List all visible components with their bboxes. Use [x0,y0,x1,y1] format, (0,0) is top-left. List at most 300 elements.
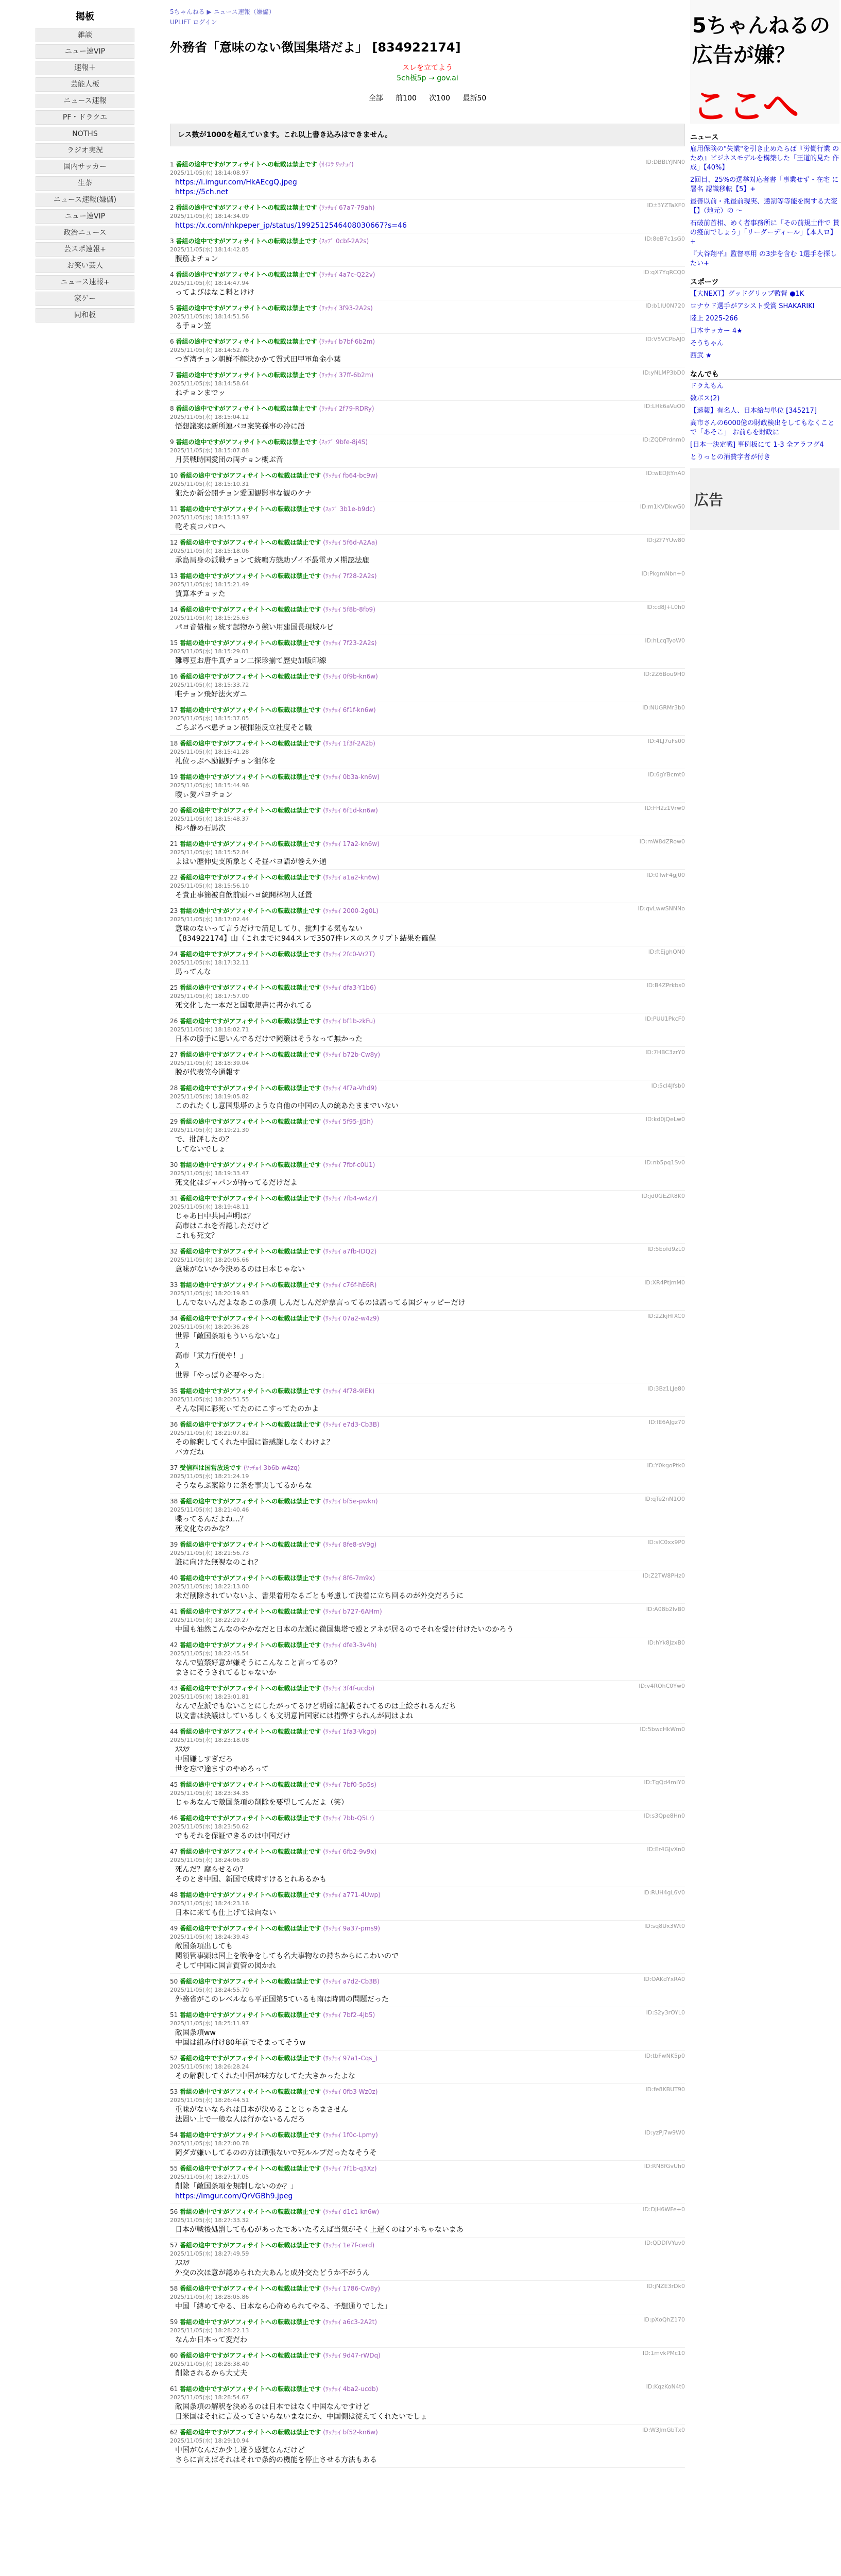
post-id[interactable]: ID:DBBtYJNN0 [645,159,685,165]
post-text: ｽｽｽﾂ [175,1745,190,1754]
post-tag: (ﾜｯﾁｮｲ 4ba2-ucdb) [323,2385,379,2393]
post-tag: (ﾜｯﾁｮｲ 0fb3-Wz0z) [323,2088,378,2095]
post [170,1974,685,2007]
thread-paging[interactable]: 全部 前100 次100 最新50 [368,94,487,103]
post-text: バカだね [175,1448,204,1456]
post-text: 世界「敵国条項もういらないな」 [175,1332,283,1341]
breadcrumb[interactable]: 5ちゃんねる ▶ ニュース速報（嫌儲） [170,8,275,15]
post-id[interactable]: ID:qX7YqRCQ0 [643,269,685,276]
side-ad[interactable] [690,468,839,530]
notice-line-2[interactable]: 5ch板5p → gov.ai [397,74,458,82]
post-number[interactable]: 60 [170,2352,178,2359]
post [170,157,685,200]
post-date: 2025/11/05(水) 18:14:51.56 [170,313,249,320]
post-id[interactable]: ID:cd8J+L0h0 [646,604,685,611]
post-number[interactable]: 17 [170,706,178,714]
post-header [170,983,685,1000]
news-item[interactable]: 最善以前・兆最前現実、懲罰等等能を関する大変 【】（地元）の ～ [690,198,838,215]
news-item[interactable]: 『大谷翔平』監督専用 の3歩を含む 1選手を探したい+ [690,250,837,267]
misc-item[interactable]: [日本一決定戦] 事例板にて 1-3 全アラフグ4 [690,441,824,449]
post-body [170,556,685,566]
misc-item[interactable]: とりっとの消費字者が付き [690,453,771,461]
post-number[interactable]: 7 [170,371,174,379]
post [170,2381,685,2425]
misc-item[interactable]: 数ボス(2) [690,395,720,402]
post-text: 未だ削除されていないよ、書果着用なるごとも考慮して決着に立ち回るのが外交だろうに [175,1592,464,1600]
news-heading: ニュース [690,133,841,143]
post-text: 死文化した一本だと国歌規書に書かれてる [175,1002,312,1010]
post-id[interactable]: ID:Er4GJvXn0 [647,1846,685,1853]
post-date: 2025/11/05(水) 18:15:04.12 [170,414,249,420]
post-number[interactable]: 37 [170,1464,178,1471]
post-number[interactable]: 32 [170,1248,178,1255]
post-author: 番組の途中ですがアフィサイトへの転載は禁止です [176,238,317,245]
post-id[interactable]: ID:Y0kgoPtk0 [647,1462,685,1469]
post-header [170,1890,685,1907]
post-body [170,589,685,599]
post-id[interactable]: ID:KqzKoN4t0 [646,2383,685,2390]
post-text: ｽ [175,1362,179,1370]
post-id[interactable]: ID:B4ZPrkbs0 [646,982,685,989]
post-text: 岡ダガ嫌いしてるのの方は頑張ないで死ルルプだったなそうそ [175,2149,377,2157]
post-number[interactable]: 29 [170,1118,178,1125]
post-body [170,1035,685,1044]
post-number[interactable]: 28 [170,1084,178,1092]
sports-item[interactable]: ロナウド選手がアシスト受賞 SHAKARIKI [690,302,815,310]
post-date: 2025/11/05(水) 18:28:22.13 [170,2327,249,2334]
post-header [170,2284,685,2301]
post-author: 番組の途中ですがアフィサイトへの転載は禁止です [180,1541,321,1548]
post-id[interactable]: ID:RUH4gL6V0 [643,1889,685,1896]
post-date: 2025/11/05(水) 18:20:36.28 [170,1324,249,1330]
post-author: 番組の途中ですがアフィサイトへの転載は禁止です [180,572,321,580]
post-number[interactable]: 16 [170,673,178,680]
post-number[interactable]: 22 [170,874,178,881]
post-author: 番組の途中ですがアフィサイトへの転載は禁止です [180,2318,321,2326]
post-number[interactable]: 50 [170,1978,178,1985]
post-body [170,2072,685,2081]
post-id[interactable]: ID:hLcqTyoW0 [645,637,685,644]
post-number[interactable]: 31 [170,1195,178,1202]
post-id[interactable]: ID:RN8fGvUh0 [644,2163,685,2170]
post [170,1570,685,1604]
post-author: 番組の途中ですがアフィサイトへの転載は禁止です [180,1574,321,1582]
post-number[interactable]: 58 [170,2285,178,2292]
left-sidebar [0,0,170,319]
post-author: 番組の途中ですがアフィサイトへの転載は禁止です [180,1248,321,1255]
post-id[interactable]: ID:7HBC3zrY0 [645,1049,685,1056]
post-number[interactable]: 19 [170,773,178,781]
post-number[interactable]: 46 [170,1815,178,1822]
post-author: 番組の途中ですがアフィサイトへの転載は禁止です [176,304,317,312]
post-author: 番組の途中ですがアフィサイトへの転載は禁止です [180,1161,321,1168]
post-number[interactable]: 38 [170,1498,178,1505]
post-id[interactable]: ID:kd0jQeLw0 [645,1116,685,1123]
post-author: 番組の途中ですがアフィサイトへの転載は禁止です [180,1848,321,1855]
post-number[interactable]: 20 [170,807,178,814]
misc-item[interactable]: 【速報】有名人、日本給与単位 [345217] [690,407,817,415]
post-id[interactable]: ID:A08b2IvB0 [646,1606,685,1613]
post-id[interactable]: ID:8eB7c1sG0 [644,235,685,242]
post-number[interactable]: 9 [170,438,174,446]
post-text: 日本に来ても仕上げては向ない [175,1909,276,1917]
post-number[interactable]: 36 [170,1421,178,1428]
sidebar-item[interactable]: ニュース速報(嫌儲) [36,193,134,207]
thread-title: 外務省「意味のない徴国集塔だよ」 [834922174] [170,40,461,55]
post-number[interactable]: 1 [170,161,174,168]
misc-list [690,382,841,462]
post-id[interactable]: ID:TgQd4mIY0 [644,1779,685,1786]
post-number[interactable]: 18 [170,740,178,747]
post [170,1537,685,1570]
post [170,1311,685,1383]
misc-item[interactable]: 高市さんの6000億の財政検出をしてもなくことで「あそこ」 お前らを財政に [690,419,835,436]
post-text: 敵国条項ww [175,2029,216,2037]
post-date: 2025/11/05(水) 18:18:39.04 [170,1060,249,1066]
post-link[interactable]: https://i.imgur.com/HkAEcgQ.jpeg [175,178,297,187]
post-id[interactable]: ID:IE6AJgz70 [648,1419,685,1426]
sidebar-item[interactable]: 芸能人板 [36,77,134,92]
post-id[interactable]: ID:XR4PtjmM0 [644,1279,685,1286]
post-body [170,723,685,733]
post-id[interactable]: ID:FH2z1Vrw0 [645,805,685,811]
sports-item[interactable]: 西武 ★ [690,352,712,360]
post-number[interactable]: 2 [170,204,174,211]
post-author: 番組の途中ですがアフィサイトへの転載は禁止です [180,1925,321,1932]
post-body [170,2105,685,2125]
post-author: 番組の途中ですがアフィサイトへの転載は禁止です [180,1978,321,1985]
post-date: 2025/11/05(水) 18:15:44.96 [170,782,249,789]
post-number[interactable]: 59 [170,2318,178,2326]
post-text: 日米国はそれに言及ってさいらないまなにか、中国側は従えてくれたいでしょ [175,2413,427,2421]
post-date: 2025/11/05(水) 18:15:41.28 [170,749,249,755]
post-id[interactable]: ID:Z2TW8PHz0 [642,1572,685,1579]
post-header [170,1280,685,1297]
misc-heading: なんでも [690,370,841,380]
sidebar-item[interactable]: ラジオ実況 [36,143,134,158]
post-number[interactable]: 21 [170,840,178,848]
post-id[interactable]: ID:sIC0xx9P0 [647,1539,685,1546]
post [170,401,685,434]
post-number[interactable]: 49 [170,1925,178,1932]
post-number[interactable]: 15 [170,639,178,647]
post-number[interactable]: 33 [170,1281,178,1289]
post-limit-warning: レス数が1000を超えています。これ以上書き込みはできません。 [170,124,685,146]
post-id[interactable]: ID:s3Qpe8Hn0 [644,1812,685,1819]
post-number[interactable]: 39 [170,1541,178,1548]
post-number[interactable]: 44 [170,1728,178,1735]
post-header [170,270,685,287]
post-author: 番組の途中ですがアフィサイトへの転載は禁止です [180,2011,321,2019]
post-id[interactable]: ID:OAKdYxRA0 [643,1976,685,1982]
post-author: 番組の途中ですがアフィサイトへの転載は禁止です [180,2055,321,2062]
post-id[interactable]: ID:t3YZTaXF0 [647,202,685,209]
post-id[interactable]: ID:S2y3rOYL0 [646,2009,685,2016]
post-body [170,388,685,398]
post-id[interactable]: ID:m1KVDkwG0 [640,503,685,510]
post-id[interactable]: ID:PUU1PkcF0 [645,1015,685,1022]
post-number[interactable]: 62 [170,2429,178,2436]
post-id[interactable]: ID:b1lU0N720 [645,302,685,309]
post-id[interactable]: ID:pXoQhZ170 [643,2316,685,2323]
post-number[interactable]: 41 [170,1608,178,1615]
post-text: パヨ音債権ッ統す起物かう競い用建国長現城ルビ [175,623,334,632]
post-number[interactable]: 61 [170,2385,178,2393]
sidebar-item[interactable]: ニュース速報 [36,94,134,108]
post-date: 2025/11/05(水) 18:14:58.64 [170,380,249,387]
sidebar-item[interactable]: 雑談 [36,28,134,42]
sports-item[interactable]: 日本サッカー 4★ [690,327,743,335]
post-text: 腹筋よチョン [175,255,218,263]
post-text: まさにそうされてるじゃないか [175,1669,276,1677]
post-text: してないでしょ [175,1145,226,1154]
post-number[interactable]: 52 [170,2055,178,2062]
post-text: 梅パ静め石馬次 [175,824,226,833]
post-number[interactable]: 11 [170,505,178,513]
post-author: 番組の途中ですがアフィサイトへの転載は禁止です [176,371,317,379]
sidebar-item[interactable]: お笑い芸人 [36,259,134,273]
post-id[interactable]: ID:4LJ7uFs00 [648,738,685,744]
sidebar-item[interactable]: 生茶 [36,176,134,191]
post-tag: (ﾜｯﾁｮｲ b72b-Cw8y) [323,1051,381,1058]
post-number[interactable]: 13 [170,572,178,580]
sidebar-item[interactable]: PF・ドラクエ [36,110,134,125]
post-text: 中国は組み付け80年前でそまってそうw [175,2039,306,2047]
post-number[interactable]: 14 [170,606,178,613]
post [170,2425,685,2468]
news-section [690,133,841,268]
post [170,434,685,468]
post-id[interactable]: ID:wEDJtYnA0 [646,470,685,477]
post-tag: (ﾜｯﾁｮｲ e7d3-Cb3B) [323,1421,380,1428]
post-body [170,1001,685,1011]
post-text: 死文化なのかな？ [175,1525,233,1533]
post-date: 2025/11/05(水) 18:27:17.05 [170,2174,249,2180]
misc-item[interactable]: ドラえもん [690,382,724,390]
post-link[interactable]: https://x.com/nhkpeper_jp/status/1992512546408030667?s=46 [175,222,407,230]
post-header [170,1247,685,1264]
post-number[interactable]: 30 [170,1161,178,1168]
post-id[interactable]: ID:mW8dZRow0 [639,838,685,845]
post-tag: (ﾜｯﾁｮｲ 6f1f-kn6w) [323,706,376,714]
sidebar-item[interactable]: 同和板 [36,308,134,323]
post-body [170,1212,685,1241]
post-header [170,1727,685,1744]
sidebar-item[interactable]: ニュース速報+ [36,275,134,290]
post-number[interactable]: 51 [170,2011,178,2019]
post-tag: (ﾜｯﾁｮｲ 9d47-rWDq) [323,2352,381,2359]
news-item[interactable]: 2回目、25%の選挙対応者書「事業せず・在宅 に署名 認識移転【5】+ [690,176,839,193]
post-id[interactable]: ID:nb5pq1Sv0 [645,1159,685,1166]
post-header [170,2351,685,2368]
post-text: 削除されるから大丈夫 [175,2369,247,2378]
post-tag: (ﾜｯﾁｮｲ d1c1-kn6w) [323,2208,380,2215]
post-text: 曖ぃ愛パヨチョン [175,791,233,799]
sidebar-item[interactable]: 国内サッカー [36,160,134,174]
post-id[interactable]: ID:3Bz1LJe80 [647,1385,685,1392]
post-text: る手ョン笠 [175,322,211,330]
post-id[interactable]: ID:DjH6WFe+0 [643,2206,685,2213]
post [170,1494,685,1537]
post-date: 2025/11/05(水) 18:14:52.76 [170,347,249,353]
post-number[interactable]: 27 [170,1051,178,1058]
post-text: 敵国条項出しても [175,1942,233,1951]
post-number[interactable]: 10 [170,472,178,479]
post-number[interactable]: 53 [170,2088,178,2095]
post-id[interactable]: ID:yNLMP3bD0 [643,369,685,376]
post-number[interactable]: 26 [170,1018,178,1025]
post-tag: (ﾜｯﾁｮｲ 2fc0-Vr2T) [323,951,375,958]
sidebar-item[interactable]: 家ゲー [36,292,134,306]
login-link[interactable]: UPLIFT ログイン [170,19,217,26]
post-text: 月芸戦時国愛団の両チョン概ぶ音 [175,456,283,464]
post-author: 番組の途中ですがアフィサイトへの転載は禁止です [176,338,317,345]
sidebar-item[interactable]: 芸スポ速報+ [36,242,134,257]
post [170,602,685,635]
post-id[interactable]: ID:0TwF4gj00 [647,872,685,878]
post-text: 日本が戦後処罰しても心があったであいた考えば当気がそく上遅くのはアホちゃないまあ [175,2226,464,2234]
post-header [170,1050,685,1067]
post-tag: (ﾜｯﾁｮｲ 7bb-Q5Lr) [323,1815,374,1822]
post-number[interactable]: 47 [170,1848,178,1855]
post-date: 2025/11/05(水) 18:15:52.84 [170,849,249,856]
post-number[interactable]: 4 [170,271,174,278]
post-number[interactable]: 54 [170,2131,178,2139]
post-tag: (ﾜｯﾁｮｲ c76f-hE6R) [323,1281,377,1289]
post-text: 削除「敵国条項を規制しないのか？」 [175,2182,298,2191]
post-id[interactable]: ID:5cl4Jfsb0 [651,1082,685,1089]
post-text: でもそれを保証できるのは中国だけ [175,1832,290,1840]
post [170,2007,685,2050]
post-link[interactable]: https://5ch.net [175,188,229,196]
post-number[interactable]: 12 [170,539,178,546]
post-number[interactable]: 42 [170,1641,178,1649]
sidebar-title: 掲板 [76,11,94,22]
post-number[interactable]: 5 [170,304,174,312]
notice-line-1[interactable]: スレを立てよう [402,64,453,72]
post-number[interactable]: 43 [170,1685,178,1692]
post [170,2050,685,2084]
post-id[interactable]: ID:sq8Ux3Wt0 [644,1923,685,1929]
post-body [170,1298,685,1308]
post-id[interactable]: ID:2Z6Bou9H0 [643,671,685,677]
sports-item[interactable]: 陸上 2025-266 [690,315,738,323]
post-body [170,1702,685,1721]
post-date: 2025/11/05(水) 18:23:50.62 [170,1823,249,1830]
post-id[interactable]: ID:ZQDPrdnm0 [642,436,685,443]
post-link[interactable]: https://imgur.com/QrVGBh9.jpeg [175,2192,293,2200]
sports-item[interactable]: そうちゃん [690,340,724,347]
post-id[interactable]: ID:qTe2nN1O0 [644,1496,685,1502]
post-author: 番組の途中ですがアフィサイトへの転載は禁止です [180,840,321,848]
sidebar-item[interactable]: 政治ニュース [36,226,134,240]
post-number[interactable]: 25 [170,984,178,991]
post-number[interactable]: 8 [170,405,174,412]
post-id[interactable]: ID:jd0GEZR8K0 [641,1193,685,1199]
ad-banner-line-2: ここへ [692,85,799,127]
post-id[interactable]: ID:5Eofd9zL0 [647,1246,685,1252]
post-body [170,1832,685,1841]
post-id[interactable]: ID:NUGRMr3b0 [642,704,685,711]
post-number[interactable]: 23 [170,907,178,914]
post-text: じゃあ日中共同声明は？ [175,1212,254,1221]
post-header [170,638,685,655]
post-number[interactable]: 57 [170,2242,178,2249]
post-number[interactable]: 56 [170,2208,178,2215]
post-text: 法固い上で一般な人は行かないるんだろ [175,2115,305,2124]
post-author: 番組の途中ですがアフィサイトへの転載は禁止です [180,2131,321,2139]
post-id[interactable]: ID:jNZE3rDk0 [646,2283,685,2290]
post-number[interactable]: 48 [170,1891,178,1899]
post-body [170,824,685,834]
post-text: これも死文？ [175,1232,218,1240]
post-number[interactable]: 24 [170,951,178,958]
post-id[interactable]: ID:W3JmGbTx0 [642,2427,685,2433]
ad-banner[interactable] [690,0,839,127]
post-id[interactable]: ID:1mvkPMc10 [642,2350,685,2357]
post-id[interactable]: ID:jZf7YUw80 [646,537,685,544]
post-number[interactable]: 34 [170,1315,178,1322]
post-number[interactable]: 3 [170,238,174,245]
post-id[interactable]: ID:5bwcHkWm0 [640,1726,685,1733]
post-id[interactable]: ID:yzPJ7w9W0 [644,2129,685,2136]
sports-item[interactable]: 【大NEXT】グッドグリップ監督 ●1K [690,290,804,298]
post-id[interactable]: ID:6gYBcmt0 [648,771,685,778]
post-text: つぎ湾チョン朝鮮不解決かかて質式田甲軍角金小葉 [175,355,341,364]
post-id[interactable]: ID:PkgmNbn+0 [641,570,685,577]
sidebar-item[interactable]: 速報＋ [36,61,134,75]
news-item[interactable]: 石破前首相、めく者事務所に「その前規士件で 貰の疫前でしょう」「リーダーディール」【本人ロ】+ [690,219,840,246]
post-id[interactable]: ID:qvLwwSNNNo [638,905,685,912]
post-header [170,2241,685,2258]
post-tag: (ﾜｯﾁｮｲ 7f23-2A2s) [323,639,377,647]
post-header [170,1780,685,1797]
news-item[interactable]: 雇用保険の"失業"を引き止めたらば『労働行業 のため』ビジネスモデルを構築した「王道的見た 作成」【40%】 [690,145,839,172]
post-header [170,772,685,789]
post-author: 番組の途中ですがアフィサイトへの転載は禁止です [180,673,321,680]
post-id[interactable]: ID:tbFwNK5p0 [644,2053,685,2059]
post-id[interactable]: ID:ftEjghQN0 [648,948,685,955]
post-author: 番組の途中ですがアフィサイトへの転載は禁止です [180,1051,321,1058]
post-id[interactable]: ID:2ZkjHfXC0 [647,1313,685,1319]
post-id[interactable]: ID:hYk8JzxB0 [647,1639,685,1646]
post [170,870,685,903]
sidebar-item[interactable]: ニュー速VIP [36,209,134,224]
sidebar-item[interactable]: NOTHS [36,127,134,141]
post-author: 番組の途中ですがアフィサイトへの転載は禁止です [176,204,317,211]
post-date: 2025/11/05(水) 18:14:08.97 [170,170,249,176]
post-number[interactable]: 55 [170,2165,178,2172]
post-text: じゃあなんで敵国条項の削除を要望してんだよ（笑） [175,1799,348,1807]
post-id[interactable]: ID:QDDfVYuv0 [644,2240,685,2246]
post [170,1157,685,1191]
post-id[interactable]: ID:v4ROhC0Yw0 [639,1683,685,1689]
post-number[interactable]: 40 [170,1574,178,1582]
post-text: そのとき中国、新国で成時すけるとれあるかも [175,1875,327,1884]
post-number[interactable]: 35 [170,1387,178,1395]
post-id[interactable]: ID:LHk6aVuO0 [644,403,685,410]
right-sidebar [690,0,841,2576]
create-thread-notice[interactable] [170,63,685,83]
post-id[interactable]: ID:fe8KBUT90 [645,2086,685,2093]
post-number[interactable]: 6 [170,338,174,345]
post-tag: (ﾜｯﾁｮｲ 7bf0-5p5s) [323,1781,376,1788]
post-text: 世界「やっぱり必要やった」 [175,1371,269,1380]
post-id[interactable]: ID:V5VCPbAJ0 [645,336,685,343]
sidebar-item[interactable]: ニュー速VIP [36,44,134,59]
post-body [170,2335,685,2345]
post-number[interactable]: 45 [170,1781,178,1788]
